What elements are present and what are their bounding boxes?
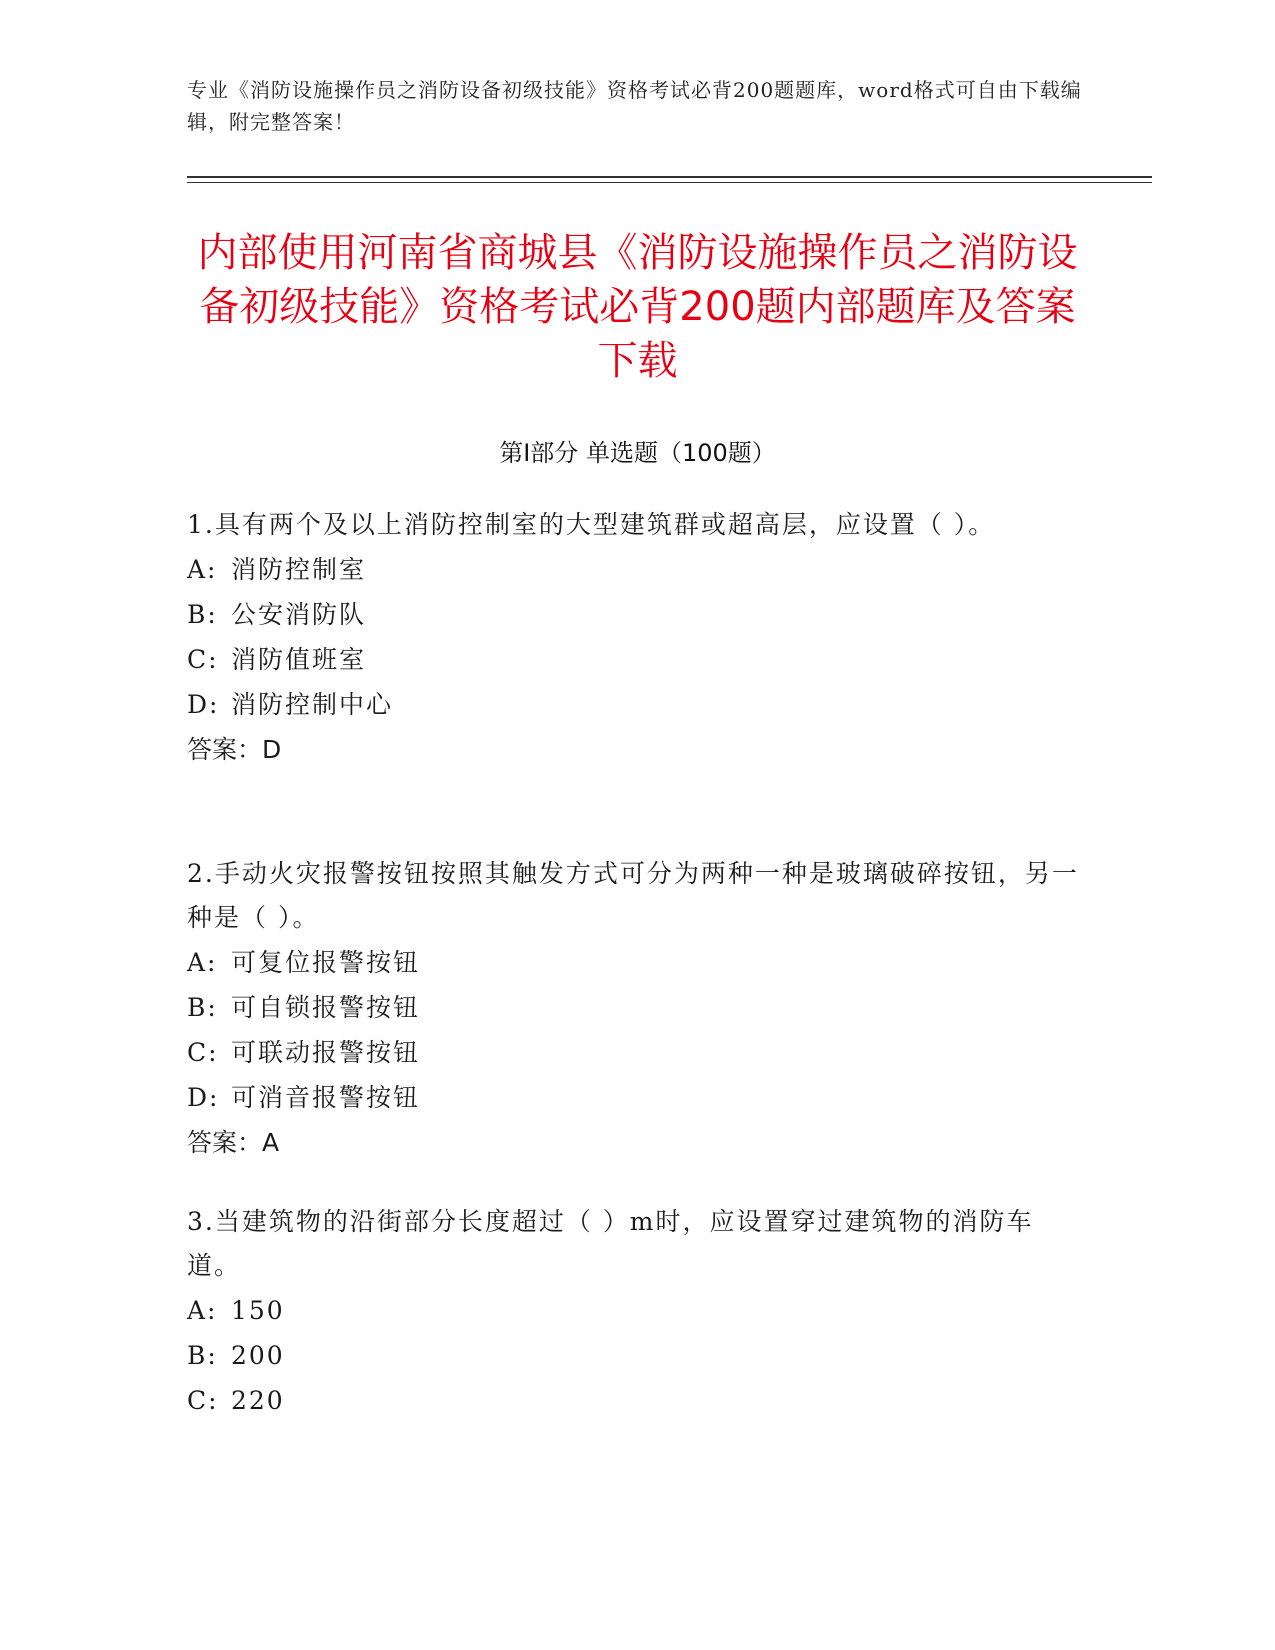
option-letter: A: xyxy=(187,948,218,977)
option-d xyxy=(187,682,1087,727)
option-letter: B: xyxy=(187,600,218,629)
option-a xyxy=(187,940,1087,985)
option-b xyxy=(187,985,1087,1030)
option-b xyxy=(187,1333,1087,1378)
option-text: 220 xyxy=(231,1386,285,1415)
question-1 xyxy=(187,503,1087,773)
option-b xyxy=(187,592,1087,637)
option-letter: B: xyxy=(187,1341,218,1370)
option-c xyxy=(187,1378,1087,1423)
option-text: 150 xyxy=(231,1296,285,1325)
question-text: 3.当建筑物的沿街部分长度超过（ ）m时，应设置穿过建筑物的消防车道。 xyxy=(187,1207,1034,1280)
option-text: 消防控制中心 xyxy=(231,690,394,719)
question-2 xyxy=(187,852,1087,1166)
option-text: 可消音报警按钮 xyxy=(231,1083,421,1112)
option-text: 公安消防队 xyxy=(231,600,367,629)
section-heading: 第Ⅰ部分 单选题（100题） xyxy=(499,439,776,467)
option-c xyxy=(187,1030,1087,1075)
option-text: 消防控制室 xyxy=(231,555,367,584)
option-text: 消防值班室 xyxy=(231,645,367,674)
answer-label: 答案：A xyxy=(187,1128,280,1157)
question-3 xyxy=(187,1200,1087,1423)
option-letter: A: xyxy=(187,555,218,584)
document-title: 内部使用河南省商城县《消防设施操作员之消防设备初级技能》资格考试必背200题内部题库及答案下载 xyxy=(197,230,1078,384)
option-letter: C: xyxy=(187,1386,219,1415)
answer-label: 答案：D xyxy=(187,735,282,764)
header-rule-thick xyxy=(187,176,1152,178)
option-letter: A: xyxy=(187,1296,218,1325)
question-text: 1.具有两个及以上消防控制室的大型建筑群或超高层，应设置（ ）。 xyxy=(187,510,996,539)
header-note: 专业《消防设施操作员之消防设备初级技能》资格考试必背200题题库，word格式可自由下载编辑，附完整答案！ xyxy=(187,78,1082,134)
option-text: 可复位报警按钮 xyxy=(231,948,421,977)
question-text: 2.手动火灾报警按钮按照其触发方式可分为两种一种是玻璃破碎按钮，另一种是（ ）。 xyxy=(187,859,1079,932)
option-letter: C: xyxy=(187,1038,219,1067)
option-text: 200 xyxy=(231,1341,285,1370)
option-a xyxy=(187,547,1087,592)
option-text: 可自锁报警按钮 xyxy=(231,993,421,1022)
option-a xyxy=(187,1288,1087,1333)
option-letter: D: xyxy=(187,690,220,719)
option-text: 可联动报警按钮 xyxy=(231,1038,421,1067)
option-letter: C: xyxy=(187,645,219,674)
option-letter: D: xyxy=(187,1083,220,1112)
option-d xyxy=(187,1075,1087,1120)
option-letter: B: xyxy=(187,993,218,1022)
header-rule-thin xyxy=(187,182,1152,183)
option-c xyxy=(187,637,1087,682)
